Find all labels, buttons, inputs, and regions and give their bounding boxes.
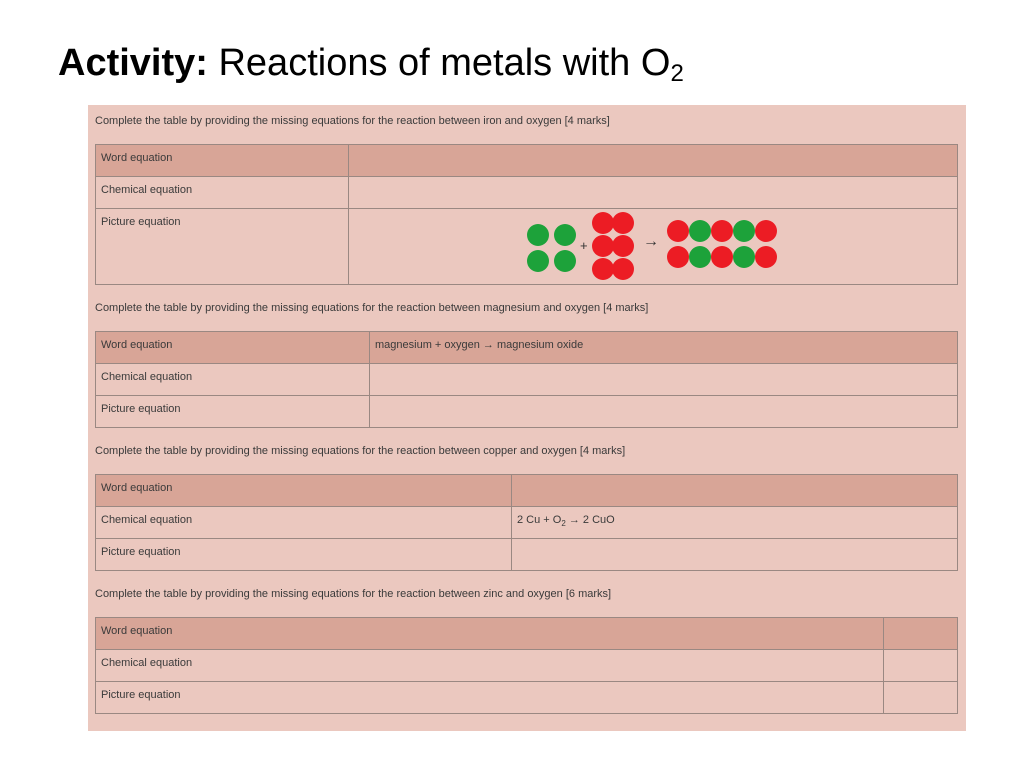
picture-equation-iron [349, 209, 958, 285]
table-iron [95, 144, 958, 285]
answer-word-equation-magnesium: magnesium + oxygen → magnesium oxide [370, 332, 958, 364]
oxygen-atom [612, 212, 634, 234]
oxygen-atom [711, 246, 733, 268]
copper-equation-main: 2 Cu + O [517, 514, 562, 526]
label-picture-equation: Picture equation [96, 682, 884, 714]
oxygen-atom [667, 246, 689, 268]
iron-atom [554, 224, 576, 246]
prompt-iron: Complete the table by providing the missing equations for the reaction between iron and oxygen [4 marks] [95, 115, 610, 127]
table-magnesium [95, 331, 958, 428]
answer-word-equation-zinc[interactable] [884, 618, 958, 650]
answer-chemical-equation-copper [512, 507, 958, 539]
oxygen-atom [592, 212, 614, 234]
oxygen-atom [711, 220, 733, 242]
iron-atom [527, 224, 549, 246]
oxygen-atom [755, 220, 777, 242]
iron-atom [733, 220, 755, 242]
title-bold: Activity: [58, 42, 208, 84]
iron-atom [733, 246, 755, 268]
title-subscript: 2 [670, 60, 684, 87]
oxygen-atom [592, 258, 614, 280]
label-word-equation: Word equation [96, 145, 349, 177]
prompt-copper: Complete the table by providing the missing equations for the reaction between copper and oxygen [4 marks] [95, 445, 626, 457]
oxygen-atom [612, 235, 634, 257]
answer-chemical-equation-magnesium[interactable] [370, 364, 958, 396]
worksheet [88, 105, 966, 731]
oxygen-atom [592, 235, 614, 257]
iron-atom [554, 250, 576, 272]
slide-title [58, 42, 684, 88]
label-picture-equation: Picture equation [96, 539, 512, 571]
answer-chemical-equation-iron[interactable] [349, 177, 958, 209]
label-chemical-equation: Chemical equation [96, 650, 884, 682]
answer-picture-equation-magnesium[interactable] [370, 396, 958, 428]
label-chemical-equation: Chemical equation [96, 507, 512, 539]
copper-equation-tail: → 2 CuO [565, 514, 615, 526]
copper-equation-subscript: 2 [561, 519, 566, 529]
label-word-equation: Word equation [96, 618, 884, 650]
iron-atom [689, 246, 711, 268]
prompt-zinc: Complete the table by providing the missing equations for the reaction between zinc and oxygen [6 marks] [95, 588, 612, 600]
table-zinc [95, 617, 958, 714]
label-word-equation: Word equation [96, 332, 370, 364]
iron-atom [689, 220, 711, 242]
oxygen-atom [667, 220, 689, 242]
label-chemical-equation: Chemical equation [96, 177, 349, 209]
answer-picture-equation-zinc[interactable] [884, 682, 958, 714]
answer-word-equation-iron[interactable] [349, 145, 958, 177]
reaction-arrow-icon: → [643, 233, 659, 250]
label-word-equation: Word equation [96, 475, 512, 507]
answer-word-equation-copper[interactable] [512, 475, 958, 507]
answer-picture-equation-copper[interactable] [512, 539, 958, 571]
title-rest: Reactions of metals with O [207, 42, 671, 84]
oxygen-atom [612, 258, 634, 280]
answer-chemical-equation-zinc[interactable] [884, 650, 958, 682]
label-picture-equation: Picture equation [96, 209, 349, 285]
plus-sign: + [580, 238, 588, 253]
label-picture-equation: Picture equation [96, 396, 370, 428]
oxygen-atom [755, 246, 777, 268]
prompt-magnesium: Complete the table by providing the missing equations for the reaction between magnesium and oxygen [4 marks] [95, 302, 649, 314]
iron-atom [527, 250, 549, 272]
table-copper [95, 474, 958, 571]
label-chemical-equation: Chemical equation [96, 364, 370, 396]
